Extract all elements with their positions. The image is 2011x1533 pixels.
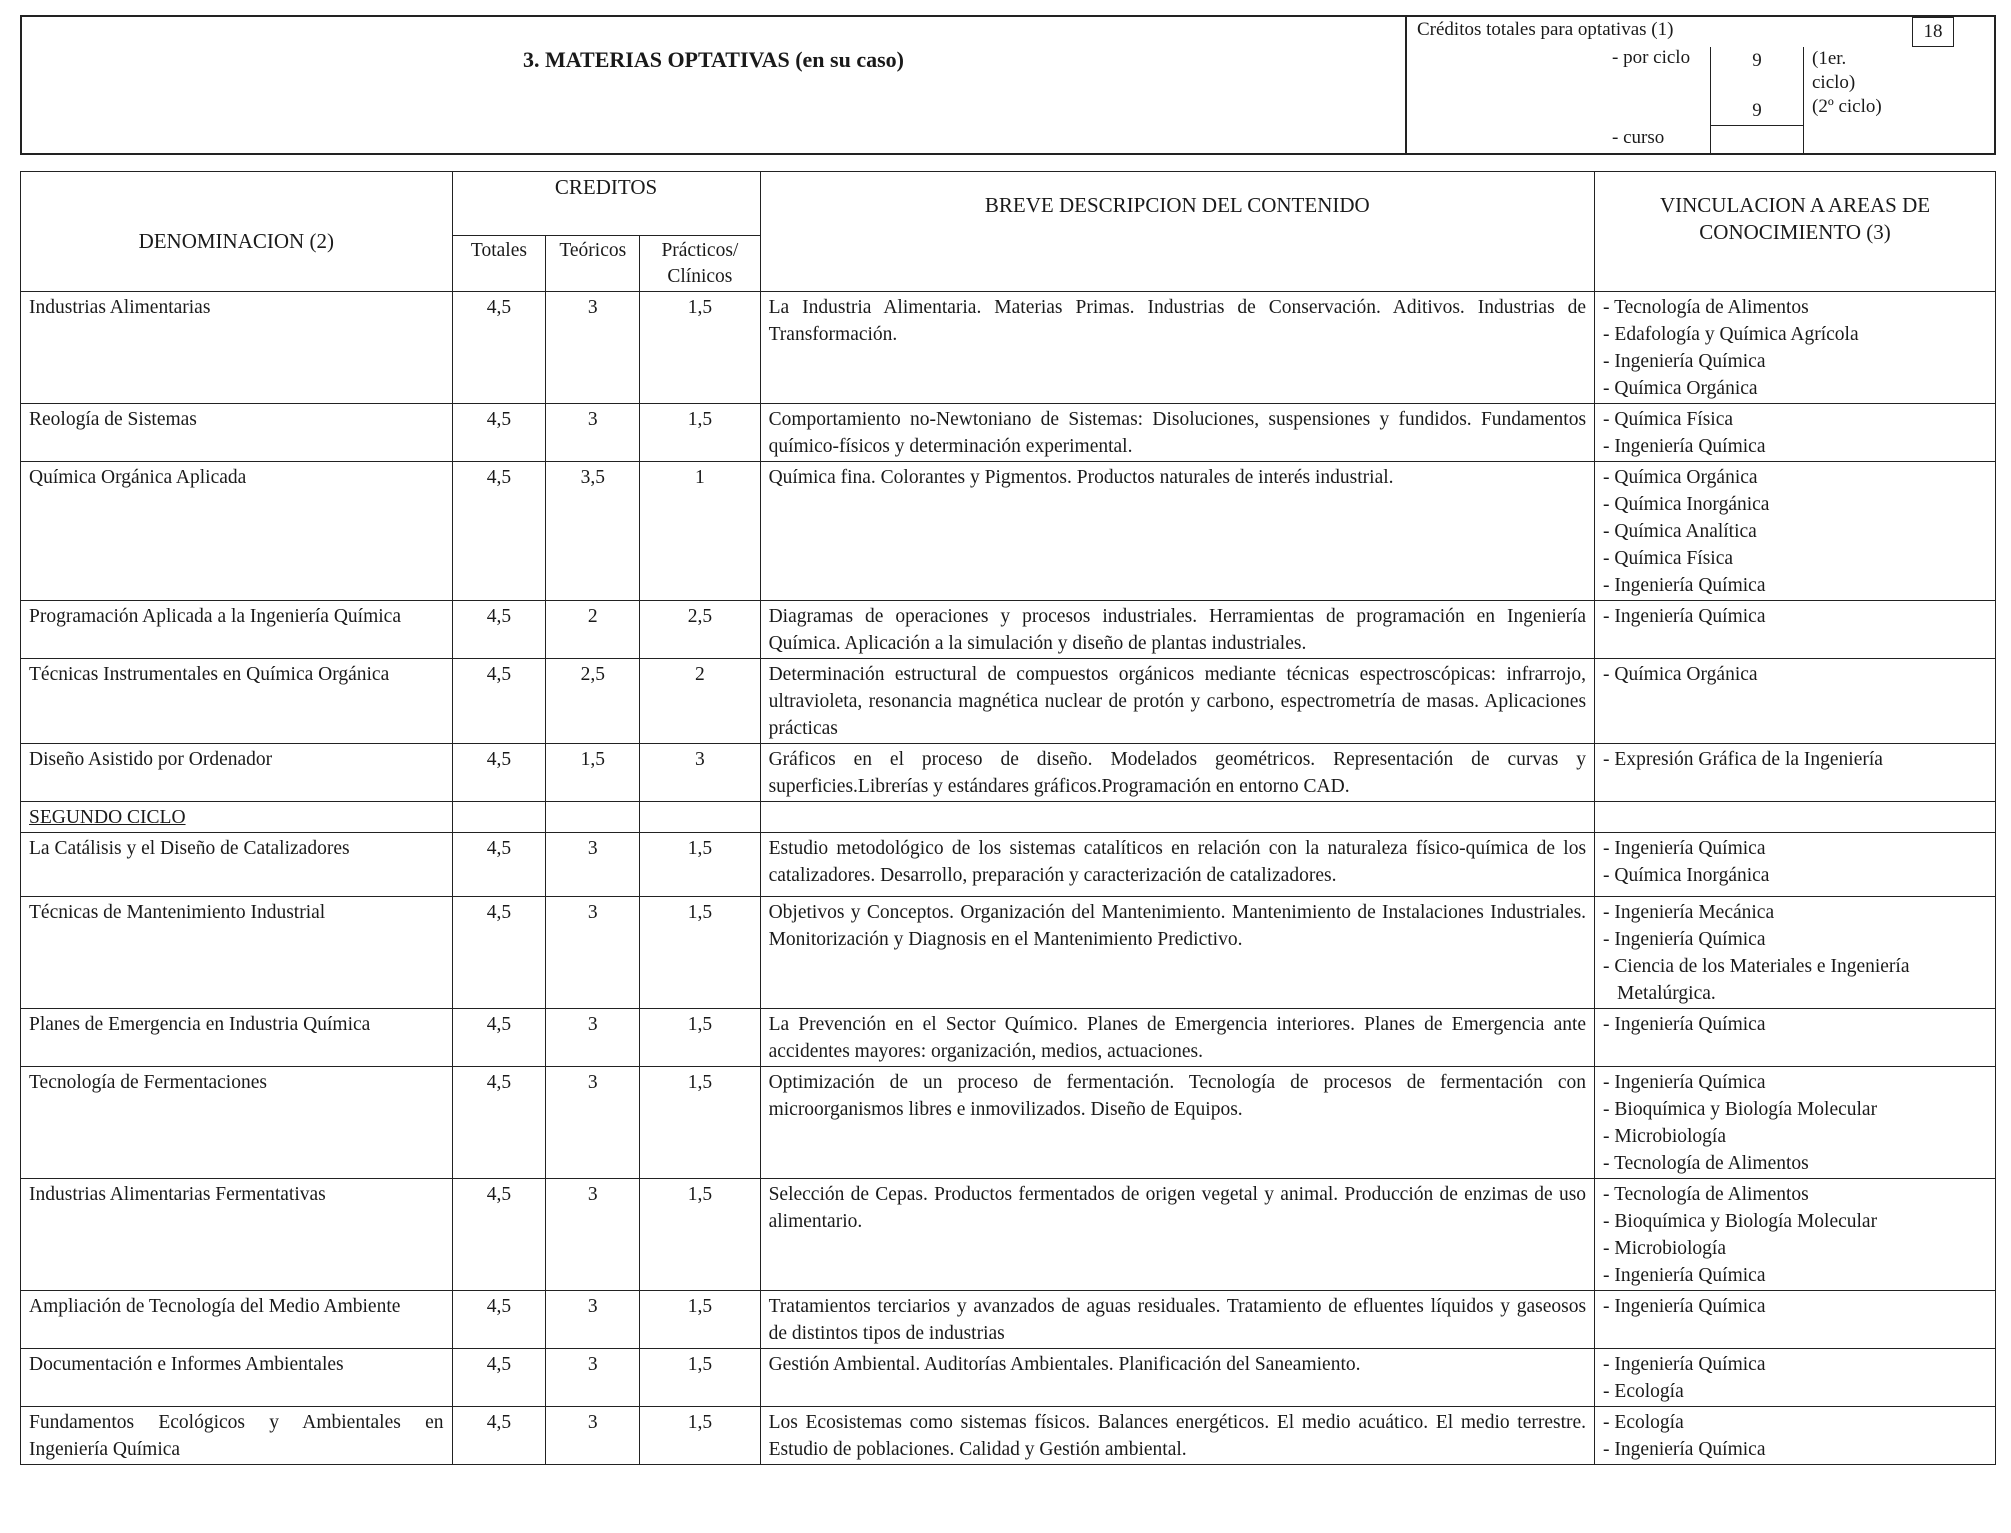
credits-teoricos: 3,5	[546, 462, 640, 601]
area-item: - Tecnología de Alimentos	[1603, 297, 1809, 318]
credits-practicos: 1	[640, 462, 760, 601]
subject-name: Diseño Asistido por Ordenador	[21, 744, 453, 802]
subject-description: Gráficos en el proceso de diseño. Modelados geométricos. Representación de curvas y superficies.Librerías y estándares gráficos.Programación en entorno CAD.	[760, 744, 1594, 802]
knowledge-areas	[1595, 1179, 1996, 1291]
area-item: - Química Orgánica	[1603, 664, 1758, 685]
area-item: - Ingeniería Química	[1603, 436, 1766, 457]
credits-totales: 4,5	[452, 833, 546, 897]
subject-name: Tecnología de Fermentaciones	[21, 1067, 453, 1179]
empty-cell	[760, 802, 1594, 833]
credits-totales: 4,5	[452, 897, 546, 1009]
header-block	[20, 15, 1996, 155]
subject-description: La Prevención en el Sector Químico. Planes de Emergencia interiores. Planes de Emergencia ante accidentes mayores: organización, medios, actuaciones.	[760, 1009, 1594, 1067]
section-body	[21, 802, 1996, 833]
subject-name: Técnicas de Mantenimiento Industrial	[21, 897, 453, 1009]
credits-totales: 4,5	[452, 1009, 546, 1067]
knowledge-areas	[1595, 601, 1996, 659]
area-item: - Química Física	[1603, 548, 1734, 569]
area-list	[1603, 746, 1987, 773]
credits-teoricos: 3	[546, 1349, 640, 1407]
area-list	[1603, 1011, 1987, 1038]
subject-description: La Industria Alimentaria. Materias Primas. Industrias de Conservación. Aditivos. Industrias de Transformación.	[760, 292, 1594, 404]
cycle2-credits: 9	[1752, 100, 1762, 121]
subject-description: Estudio metodológico de los sistemas catalíticos en relación con la naturaleza físico-química de los catalizadores. Desarrollo, preparación y caracterización de catalizadores.	[760, 833, 1594, 897]
section-label: SEGUNDO CICLO	[21, 802, 453, 833]
area-list	[1603, 294, 1987, 402]
first-cycle-body	[21, 292, 1996, 802]
credits-practicos: 2,5	[640, 601, 760, 659]
area-item: - Química Física	[1603, 409, 1734, 430]
subject-name: Ampliación de Tecnología del Medio Ambiente	[21, 1291, 453, 1349]
area-item: - Tecnología de Alimentos	[1603, 1153, 1809, 1174]
credits-teoricos: 3	[546, 897, 640, 1009]
knowledge-areas	[1595, 1067, 1996, 1179]
credits-totales: 4,5	[452, 1067, 546, 1179]
credits-teoricos: 3	[546, 833, 640, 897]
area-item: - Química Inorgánica	[1603, 494, 1770, 515]
area-list	[1603, 1181, 1987, 1289]
credits-practicos: 1,5	[640, 1349, 760, 1407]
area-item: - Ingeniería Mecánica	[1603, 902, 1775, 923]
subject-name: Programación Aplicada a la Ingeniería Química	[21, 601, 453, 659]
subject-name: Documentación e Informes Ambientales	[21, 1349, 453, 1407]
col-descripcion: BREVE DESCRIPCION DEL CONTENIDO	[760, 172, 1594, 292]
area-item: - Ciencia de los Materiales e Ingeniería Metalúrgica.	[1603, 956, 1910, 1004]
credits-totales: 4,5	[452, 1349, 546, 1407]
course-label: - curso	[1612, 127, 1665, 148]
credits-teoricos: 3	[546, 292, 640, 404]
area-list	[1603, 835, 1987, 889]
credits-totales: 4,5	[452, 601, 546, 659]
cycle2-note: (2º ciclo)	[1812, 96, 1882, 117]
knowledge-areas	[1595, 1407, 1996, 1465]
area-item: - Ingeniería Química	[1603, 838, 1766, 859]
subject-description: Determinación estructural de compuestos orgánicos mediante técnicas espectroscópicas: infrarrojo, ultravioleta, resonancia magnética nuclear de protón y carbono, espectrometría de masas. Aplicaciones prácticas	[760, 659, 1594, 744]
subject-name: Industrias Alimentarias	[21, 292, 453, 404]
subject-description: Diagramas de operaciones y procesos industriales. Herramientas de programación en Ingeniería Química. Aplicación a la simulación y diseño de plantas industriales.	[760, 601, 1594, 659]
area-item: - Ingeniería Química	[1603, 1296, 1766, 1317]
page-title: 3. MATERIAS OPTATIVAS (en su caso)	[22, 17, 1407, 153]
table-row	[21, 601, 1996, 659]
col-teoricos: Teóricos	[546, 236, 640, 292]
credits-teoricos: 3	[546, 404, 640, 462]
area-list	[1603, 464, 1987, 599]
area-item: - Química Orgánica	[1603, 467, 1758, 488]
table-row	[21, 1067, 1996, 1179]
credits-totales: 4,5	[452, 292, 546, 404]
subject-description: Objetivos y Conceptos. Organización del Mantenimiento. Mantenimiento de Instalaciones Industriales. Monitorización y Diagnosis en el Mantenimiento Predictivo.	[760, 897, 1594, 1009]
credits-practicos: 1,5	[640, 833, 760, 897]
subject-description: Selección de Cepas. Productos fermentados de origen vegetal y animal. Producción de enzimas de uso alimentario.	[760, 1179, 1594, 1291]
knowledge-areas	[1595, 404, 1996, 462]
cycle1-note: (1er. ciclo)	[1812, 48, 1856, 93]
area-list	[1603, 661, 1987, 688]
table-row	[21, 1407, 1996, 1465]
credits-totales: 4,5	[452, 659, 546, 744]
credits-totales: 4,5	[452, 404, 546, 462]
credits-totales: 4,5	[452, 1291, 546, 1349]
table-header	[21, 172, 1996, 292]
area-item: - Ecología	[1603, 1412, 1684, 1433]
area-item: - Ecología	[1603, 1381, 1684, 1402]
table-row	[21, 1009, 1996, 1067]
knowledge-areas	[1595, 1009, 1996, 1067]
table-row	[21, 404, 1996, 462]
area-list	[1603, 1293, 1987, 1320]
area-item: - Química Inorgánica	[1603, 865, 1770, 886]
empty-cell	[452, 802, 546, 833]
table-row	[21, 833, 1996, 897]
area-list	[1603, 406, 1987, 460]
cycle1-credits: 9	[1752, 50, 1762, 71]
area-list	[1603, 1069, 1987, 1177]
credits-practicos: 1,5	[640, 897, 760, 1009]
col-denominacion: DENOMINACION (2)	[21, 172, 453, 292]
subject-description: Gestión Ambiental. Auditorías Ambientales. Planificación del Saneamiento.	[760, 1349, 1594, 1407]
credits-teoricos: 2	[546, 601, 640, 659]
area-item: - Microbiología	[1603, 1126, 1726, 1147]
col-vinculacion: VINCULACION A AREAS DE CONOCIMIENTO (3)	[1595, 172, 1996, 292]
credits-practicos: 1,5	[640, 1291, 760, 1349]
empty-cell	[546, 802, 640, 833]
subject-name: Reología de Sistemas	[21, 404, 453, 462]
knowledge-areas	[1595, 744, 1996, 802]
table-row	[21, 462, 1996, 601]
table-row	[21, 659, 1996, 744]
credits-practicos: 1,5	[640, 404, 760, 462]
area-item: - Ingeniería Química	[1603, 1072, 1766, 1093]
subject-name: Fundamentos Ecológicos y Ambientales en Ingeniería Química	[21, 1407, 453, 1465]
area-item: - Bioquímica y Biología Molecular	[1603, 1099, 1878, 1120]
area-item: - Bioquímica y Biología Molecular	[1603, 1211, 1878, 1232]
credits-practicos: 1,5	[640, 1179, 760, 1291]
knowledge-areas	[1595, 897, 1996, 1009]
document-page	[20, 15, 1996, 1465]
area-item: - Ingeniería Química	[1603, 1265, 1766, 1286]
credits-totales: 4,5	[452, 1179, 546, 1291]
table-row	[21, 897, 1996, 1009]
area-item: - Química Analítica	[1603, 521, 1757, 542]
subject-name: Técnicas Instrumentales en Química Orgánica	[21, 659, 453, 744]
credits-practicos: 1,5	[640, 1067, 760, 1179]
total-credits-value: 18	[1912, 17, 1954, 47]
area-item: - Tecnología de Alimentos	[1603, 1184, 1809, 1205]
subject-name: Química Orgánica Aplicada	[21, 462, 453, 601]
col-totales: Totales	[452, 236, 546, 292]
per-cycle-label: - por ciclo	[1612, 47, 1691, 68]
credits-teoricos: 3	[546, 1009, 640, 1067]
credits-totales: 4,5	[452, 1407, 546, 1465]
credits-teoricos: 3	[546, 1179, 640, 1291]
subject-description: Química fina. Colorantes y Pigmentos. Productos naturales de interés industrial.	[760, 462, 1594, 601]
credits-practicos: 1,5	[640, 1009, 760, 1067]
credits-teoricos: 1,5	[546, 744, 640, 802]
area-item: - Ingeniería Química	[1603, 351, 1766, 372]
knowledge-areas	[1595, 833, 1996, 897]
empty-cell	[640, 802, 760, 833]
total-credits-label: Créditos totales para optativas (1)	[1417, 19, 1674, 40]
table-row	[21, 1179, 1996, 1291]
area-item: - Edafología y Química Agrícola	[1603, 324, 1859, 345]
credits-teoricos: 2,5	[546, 659, 640, 744]
credits-teoricos: 3	[546, 1291, 640, 1349]
credits-practicos: 2	[640, 659, 760, 744]
subject-name: Planes de Emergencia en Industria Química	[21, 1009, 453, 1067]
table-row	[21, 1291, 1996, 1349]
knowledge-areas	[1595, 292, 1996, 404]
knowledge-areas	[1595, 1291, 1996, 1349]
section-row	[21, 802, 1996, 833]
area-list	[1603, 603, 1987, 630]
credits-teoricos: 3	[546, 1407, 640, 1465]
table-row	[21, 292, 1996, 404]
area-item: - Ingeniería Química	[1603, 1439, 1766, 1460]
area-item: - Ingeniería Química	[1603, 1354, 1766, 1375]
col-practicos: Prácticos/ Clínicos	[640, 236, 760, 292]
credits-practicos: 1,5	[640, 1407, 760, 1465]
knowledge-areas	[1595, 1349, 1996, 1407]
area-item: - Ingeniería Química	[1603, 929, 1766, 950]
cycle-divider	[1711, 125, 1803, 126]
subject-description: Optimización de un proceso de fermentación. Tecnología de procesos de fermentación con microorganismos libres e inmovilizados. Diseño de Equipos.	[760, 1067, 1594, 1179]
area-item: - Microbiología	[1603, 1238, 1726, 1259]
subject-description: Tratamientos terciarios y avanzados de aguas residuales. Tratamiento de efluentes líquidos y gaseosos de distintos tipos de industrias	[760, 1291, 1594, 1349]
credits-summary-box	[1407, 17, 1994, 153]
area-list	[1603, 899, 1987, 1007]
credits-practicos: 3	[640, 744, 760, 802]
area-item: - Ingeniería Química	[1603, 575, 1766, 596]
table-row	[21, 744, 1996, 802]
second-cycle-body	[21, 833, 1996, 1465]
area-list	[1603, 1409, 1987, 1463]
subject-description: Los Ecosistemas como sistemas físicos. Balances energéticos. El medio acuático. El medio terrestre. Estudio de poblaciones. Calidad y Gestión ambiental.	[760, 1407, 1594, 1465]
area-item: - Ingeniería Química	[1603, 1014, 1766, 1035]
cycle-credit-boxes	[1710, 47, 1804, 153]
empty-cell	[1595, 802, 1996, 833]
area-list	[1603, 1351, 1987, 1405]
cycle-notes	[1812, 47, 1892, 119]
knowledge-areas	[1595, 462, 1996, 601]
area-item: - Química Orgánica	[1603, 378, 1758, 399]
credits-totales: 4,5	[452, 462, 546, 601]
table-row	[21, 1349, 1996, 1407]
subject-description: Comportamiento no-Newtoniano de Sistemas: Disoluciones, suspensiones y fundidos. Fundamentos químico-físicos y determinación experimental.	[760, 404, 1594, 462]
knowledge-areas	[1595, 659, 1996, 744]
subjects-table	[20, 171, 1996, 1465]
credits-teoricos: 3	[546, 1067, 640, 1179]
subject-name: Industrias Alimentarias Fermentativas	[21, 1179, 453, 1291]
area-item: - Ingeniería Química	[1603, 606, 1766, 627]
subject-name: La Catálisis y el Diseño de Catalizadores	[21, 833, 453, 897]
col-creditos: CREDITOS	[452, 172, 760, 236]
credits-totales: 4,5	[452, 744, 546, 802]
area-item: - Expresión Gráfica de la Ingeniería	[1603, 749, 1883, 770]
credits-practicos: 1,5	[640, 292, 760, 404]
